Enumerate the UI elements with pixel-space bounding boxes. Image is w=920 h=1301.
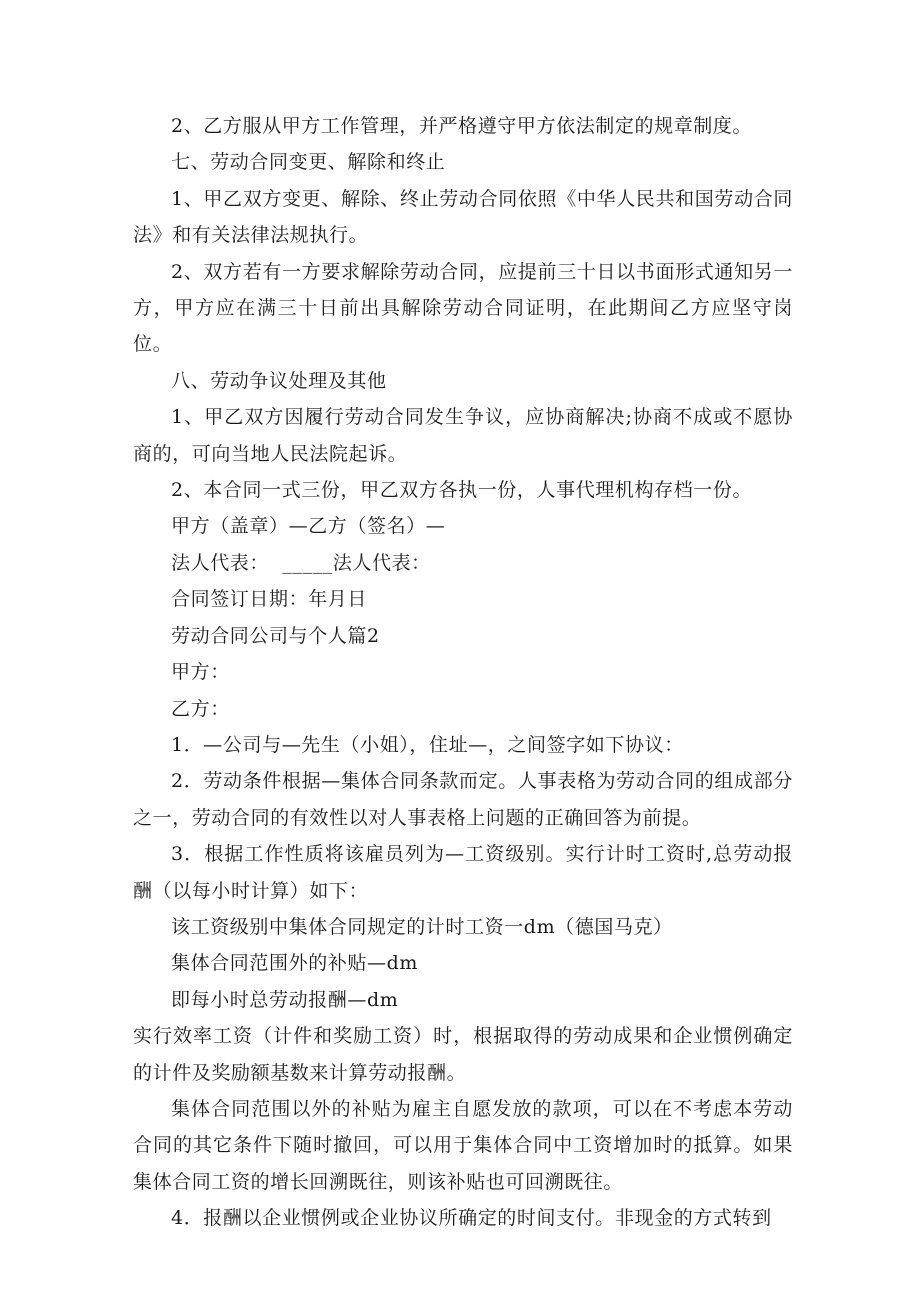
paragraph: 3．根据工作性质将该雇员列为—工资级别。实行计时工资时,总劳动报酬（以每小时计算）如下： (133, 843, 793, 902)
paragraph: 2、乙方服从甲方工作管理，并严格遵守甲方依法制定的规章制度。 (171, 115, 753, 137)
paragraph: 即每小时总劳动报酬—dm (171, 988, 399, 1011)
paragraph: 1．—公司与—先生（小姐），住址—，之间签字如下协议： (171, 733, 684, 756)
paragraph: 1、甲乙双方因履行劳动合同发生争议，应协商解决;协商不成或不愿协商的，可向当地人民法院起诉。 (133, 406, 793, 465)
paragraph: 集体合同范围外的补贴—dm (171, 952, 418, 975)
section-heading: 八、劳动争议处理及其他 (171, 369, 387, 392)
representative-line: 法人代表： _____法人代表： (171, 551, 431, 574)
paragraph: 集体合同范围以外的补贴为雇主自愿发放的款项，可以在不考虑本劳动合同的其它条件下随时撤回，可以用于集体合同中工资增加时的抵算。如果集体合同工资的增长回溯既往，则该补贴也可回溯既往。 (133, 1097, 793, 1193)
signing-date-line: 合同签订日期：年月日 (171, 588, 368, 611)
paragraph: 4．报酬以企业惯例或企业协议所确定的时间支付。非现金的方式转到 (171, 1207, 772, 1230)
paragraph: 2、双方若有一方要求解除劳动合同，应提前三十日以书面形式通知另一方，甲方应在满三十日前出具解除劳动合同证明，在此期间乙方应坚守岗位。 (133, 260, 793, 356)
section-heading: 七、劳动合同变更、解除和终止 (171, 151, 446, 174)
signature-line: 甲方（盖章）—乙方（签名）— (171, 515, 446, 538)
paragraph: 2、本合同一式三份，甲乙双方各执一份，人事代理机构存档一份。 (171, 479, 753, 502)
paragraph: 1、甲乙双方变更、解除、终止劳动合同依照《中华人民共和国劳动合同法》和有关法律法规执行。 (133, 187, 793, 247)
paragraph: 实行效率工资（计件和奖励工资）时，根据取得的劳动成果和企业惯例确定的计件及奖励额基数来计算劳动报酬。 (133, 1025, 793, 1084)
article-title: 劳动合同公司与个人篇2 (171, 624, 380, 647)
document-body (133, 108, 793, 1237)
paragraph: 2．劳动条件根据—集体合同条款而定。人事表格为劳动合同的组成部分之一，劳动合同的有效性以对人事表格上问题的正确回答为前提。 (133, 770, 793, 829)
paragraph: 该工资级别中集体合同规定的计时工资一dm（德国马克） (171, 915, 673, 938)
party-b-line: 乙方： (171, 697, 230, 720)
party-a-line: 甲方： (171, 661, 230, 684)
